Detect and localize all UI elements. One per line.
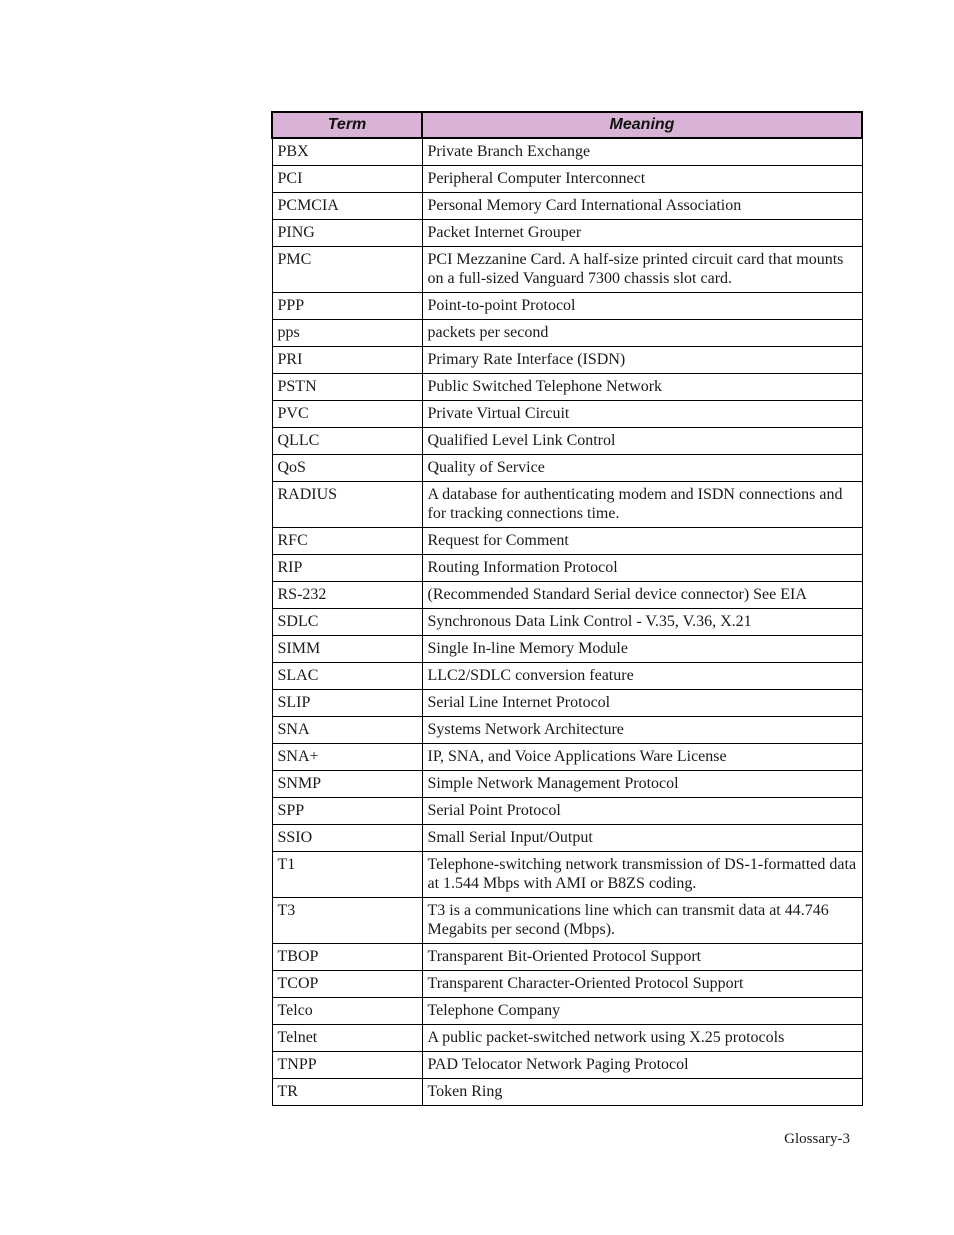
term-cell: SNA+ (272, 744, 422, 771)
glossary-table (271, 111, 863, 1106)
meaning-cell: Quality of Service (422, 455, 862, 482)
meaning-cell: Serial Point Protocol (422, 798, 862, 825)
term-cell: PPP (272, 293, 422, 320)
term-cell: RS-232 (272, 582, 422, 609)
meaning-cell: Single In-line Memory Module (422, 636, 862, 663)
table-row (272, 609, 862, 636)
term-cell: PRI (272, 347, 422, 374)
table-row (272, 798, 862, 825)
table-row (272, 220, 862, 247)
table-row (272, 1052, 862, 1079)
term-cell: PVC (272, 401, 422, 428)
term-cell: SPP (272, 798, 422, 825)
table-row (272, 455, 862, 482)
table-row (272, 555, 862, 582)
meaning-cell: Small Serial Input/Output (422, 825, 862, 852)
table-row (272, 944, 862, 971)
term-cell: PCI (272, 166, 422, 193)
meaning-cell: Peripheral Computer Interconnect (422, 166, 862, 193)
table-row (272, 166, 862, 193)
table-row (272, 998, 862, 1025)
meaning-cell: A database for authenticating modem and ISDN connections and for tracking connections time. (422, 482, 862, 528)
term-cell: TNPP (272, 1052, 422, 1079)
term-cell: SLIP (272, 690, 422, 717)
meaning-cell: Simple Network Management Protocol (422, 771, 862, 798)
meaning-cell: Transparent Character-Oriented Protocol Support (422, 971, 862, 998)
meaning-cell: Serial Line Internet Protocol (422, 690, 862, 717)
term-cell: pps (272, 320, 422, 347)
meaning-cell: packets per second (422, 320, 862, 347)
meaning-cell: Telephone-switching network transmission of DS-1-formatted data at 1.544 Mbps with AMI or B8ZS coding. (422, 852, 862, 898)
meaning-cell: Systems Network Architecture (422, 717, 862, 744)
meaning-cell: Request for Comment (422, 528, 862, 555)
meaning-cell: Personal Memory Card International Association (422, 193, 862, 220)
meaning-cell: Packet Internet Grouper (422, 220, 862, 247)
meaning-cell: Public Switched Telephone Network (422, 374, 862, 401)
term-cell: SNMP (272, 771, 422, 798)
meaning-cell: (Recommended Standard Serial device connector) See EIA (422, 582, 862, 609)
page-number: Glossary-3 (784, 1131, 850, 1147)
table-row (272, 852, 862, 898)
meaning-cell: Synchronous Data Link Control - V.35, V.36, X.21 (422, 609, 862, 636)
term-cell: RFC (272, 528, 422, 555)
meaning-cell: Point-to-point Protocol (422, 293, 862, 320)
term-cell: PMC (272, 247, 422, 293)
table-header-row (272, 112, 862, 138)
table-row (272, 636, 862, 663)
term-cell: SIMM (272, 636, 422, 663)
table-row (272, 482, 862, 528)
glossary-body (272, 138, 862, 1106)
term-cell: T3 (272, 898, 422, 944)
meaning-cell: IP, SNA, and Voice Applications Ware License (422, 744, 862, 771)
term-column-header: Term (272, 112, 422, 138)
table-row (272, 971, 862, 998)
table-row (272, 1025, 862, 1052)
table-row (272, 1079, 862, 1106)
term-cell: SDLC (272, 609, 422, 636)
term-cell: SNA (272, 717, 422, 744)
meaning-cell: Primary Rate Interface (ISDN) (422, 347, 862, 374)
meaning-cell: A public packet-switched network using X.25 protocols (422, 1025, 862, 1052)
meaning-cell: Private Virtual Circuit (422, 401, 862, 428)
term-cell: Telnet (272, 1025, 422, 1052)
table-row (272, 374, 862, 401)
meaning-cell: Private Branch Exchange (422, 138, 862, 166)
meaning-cell: Qualified Level Link Control (422, 428, 862, 455)
meaning-cell: LLC2/SDLC conversion feature (422, 663, 862, 690)
meaning-cell: PAD Telocator Network Paging Protocol (422, 1052, 862, 1079)
term-cell: RIP (272, 555, 422, 582)
term-cell: TR (272, 1079, 422, 1106)
meaning-column-header: Meaning (422, 112, 862, 138)
table-row (272, 193, 862, 220)
table-row (272, 347, 862, 374)
meaning-cell: Transparent Bit-Oriented Protocol Support (422, 944, 862, 971)
table-row (272, 582, 862, 609)
table-row (272, 717, 862, 744)
term-cell: T1 (272, 852, 422, 898)
table-row (272, 401, 862, 428)
table-row (272, 293, 862, 320)
meaning-cell: PCI Mezzanine Card. A half-size printed circuit card that mounts on a full-sized Vanguard 7300 chassis slot card. (422, 247, 862, 293)
meaning-cell: T3 is a communications line which can transmit data at 44.746 Megabits per second (Mbps). (422, 898, 862, 944)
term-cell: SLAC (272, 663, 422, 690)
table-row (272, 898, 862, 944)
table-row (272, 528, 862, 555)
term-cell: TBOP (272, 944, 422, 971)
term-cell: RADIUS (272, 482, 422, 528)
table-row (272, 320, 862, 347)
table-row (272, 744, 862, 771)
table-row (272, 771, 862, 798)
table-row (272, 663, 862, 690)
term-cell: PSTN (272, 374, 422, 401)
term-cell: PING (272, 220, 422, 247)
meaning-cell: Telephone Company (422, 998, 862, 1025)
table-row (272, 138, 862, 166)
term-cell: PCMCIA (272, 193, 422, 220)
term-cell: Telco (272, 998, 422, 1025)
term-cell: TCOP (272, 971, 422, 998)
table-row (272, 247, 862, 293)
meaning-cell: Routing Information Protocol (422, 555, 862, 582)
table-row (272, 428, 862, 455)
meaning-cell: Token Ring (422, 1079, 862, 1106)
table-row (272, 690, 862, 717)
term-cell: QoS (272, 455, 422, 482)
term-cell: SSIO (272, 825, 422, 852)
term-cell: PBX (272, 138, 422, 166)
term-cell: QLLC (272, 428, 422, 455)
table-row (272, 825, 862, 852)
